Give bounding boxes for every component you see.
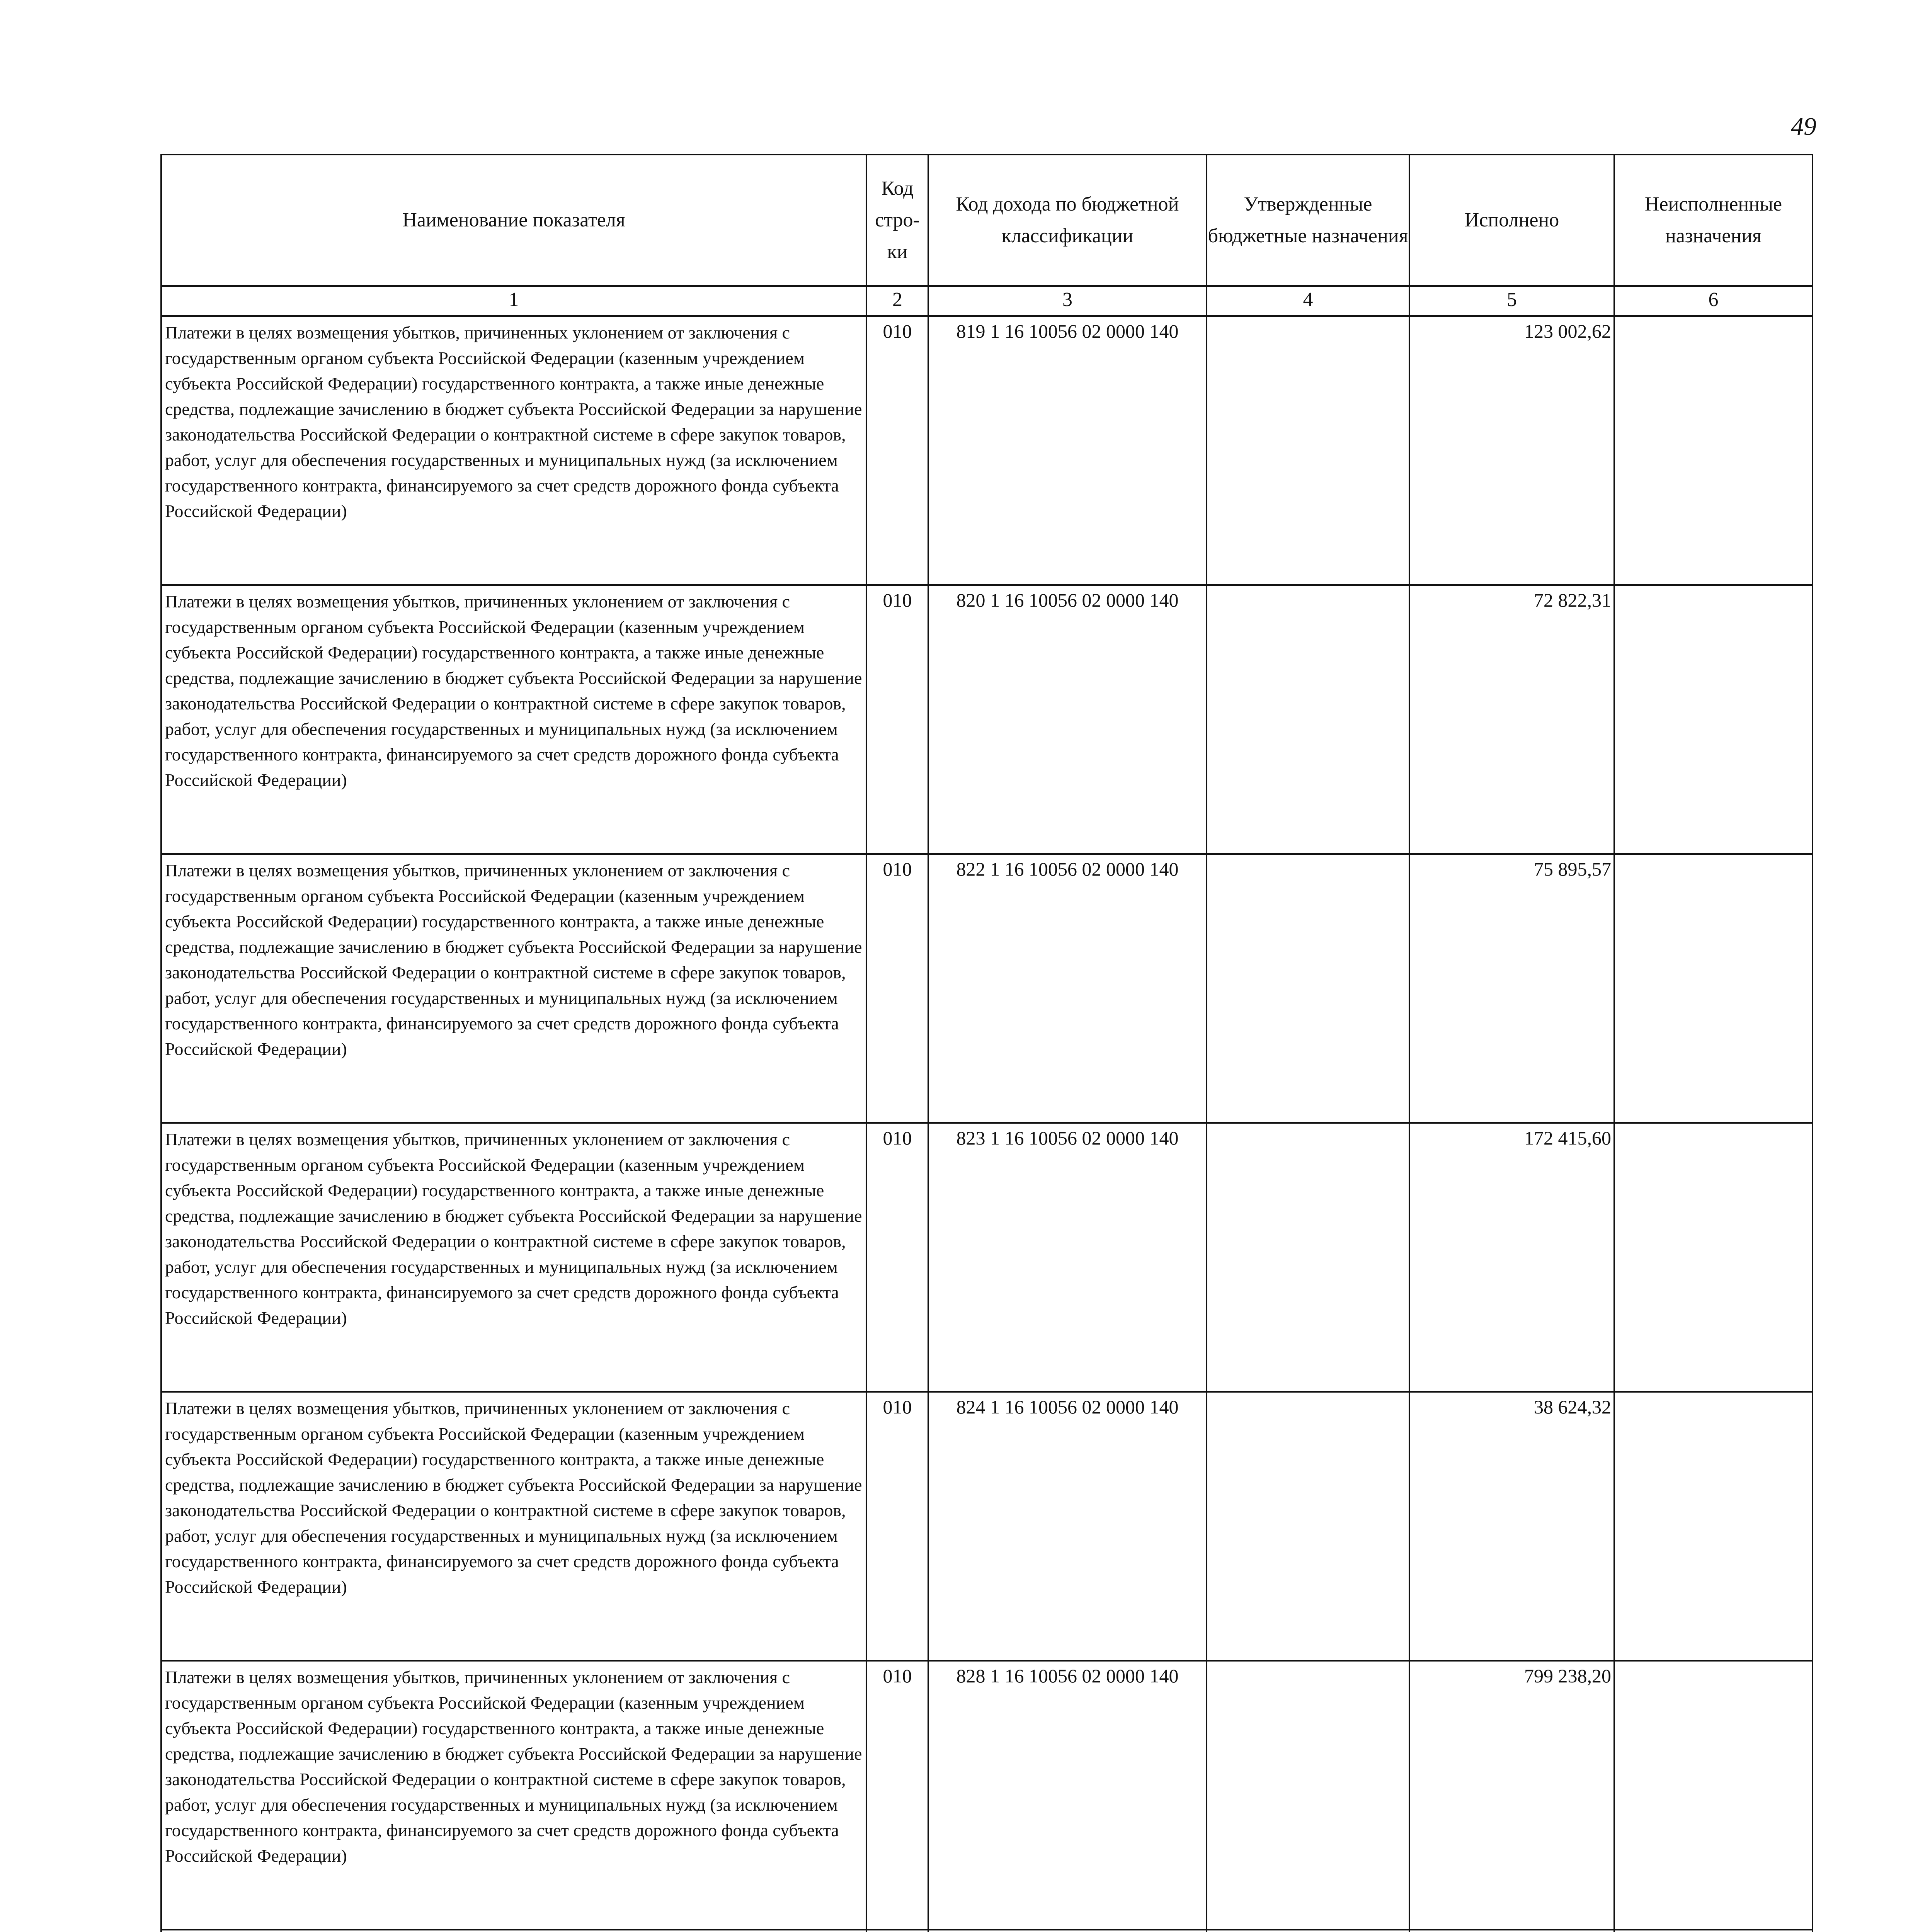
unexecuted-amount: [1614, 1123, 1813, 1392]
table-row: [161, 1123, 1813, 1392]
unexecuted-amount: [1614, 1930, 1813, 1932]
executed-amount: 72 822,31: [1409, 585, 1614, 854]
executed-amount: [1409, 1930, 1614, 1932]
unexecuted-amount: [1614, 854, 1813, 1123]
income-code: 824 1 16 10056 02 0000 140: [928, 1392, 1207, 1661]
table-row: [161, 585, 1813, 854]
income-code: 822 1 16 10056 02 0000 140: [928, 854, 1207, 1123]
table-row: [161, 1661, 1813, 1930]
approved-amount: [1207, 585, 1409, 854]
income-code: 820 1 16 10056 02 0000 140: [928, 585, 1207, 854]
approved-amount: [1207, 316, 1409, 585]
line-code: 010: [866, 585, 928, 854]
line-code: 010: [866, 316, 928, 585]
indicator-name: Платежи в целях возмещения убытков, причиненных уклонением от заключения с государственным органом субъекта Российской Федерации (казенным учреждением субъекта Российской Федерации) государственного контракта, а также иные денежные средства, подлежащие зачислению в бюджет субъекта Российской Федерации за нарушение законодательства Российской Федерации о контрактной системе в сфере закупок товаров, работ, услуг для обеспечения государственных и муниципальных нужд (за исключением государственного контракта, финансируемого за счет средств дорожного фонда субъекта Российской Федерации): [161, 1123, 866, 1392]
table-row: [161, 854, 1813, 1123]
header-income-code: Код дохода по бюджетной классификации: [928, 155, 1207, 286]
page-number: 49: [1791, 112, 1816, 141]
table-body: [161, 286, 1813, 1932]
approved-amount: [1207, 1930, 1409, 1932]
table-row: [161, 316, 1813, 585]
unexecuted-amount: [1614, 316, 1813, 585]
header-unexecuted: Неисполненные назначения: [1614, 155, 1813, 286]
income-code: 819 1 16 10056 02 0000 140: [928, 316, 1207, 585]
line-code: [866, 1930, 928, 1932]
executed-amount: 799 238,20: [1409, 1661, 1614, 1930]
unexecuted-amount: [1614, 1392, 1813, 1661]
column-number: 4: [1207, 286, 1409, 316]
indicator-name: Платежи в целях возмещения убытков, причиненных уклонением от заключения с государственным органом субъекта Российской Федерации (казенным учреждением субъекта Российской Федерации) государственного контракта, а также иные денежные средства, подлежащие зачислению в бюджет субъекта Российской Федерации за нарушение законодательства Российской Федерации о контрактной системе в сфере закупок товаров, работ, услуг для обеспечения государственных и муниципальных нужд (за исключением государственного контракта, финансируемого за счет средств дорожного фонда субъекта Российской Федерации): [161, 1392, 866, 1661]
indicator-name: Платежи в целях возмещения убытков, причиненных уклонением от заключения с государственным органом субъекта Российской Федерации (казенным учреждением субъекта Российской Федерации) государственного контракта, а также иные денежные средства, подлежащие зачислению в бюджет субъекта Российской Федерации за нарушение законодательства Российской Федерации о контрактной системе в сфере закупок товаров, работ, услуг для обеспечения государственных и муниципальных нужд (за исключением государственного контракта, финансируемого за счет средств дорожного фонда субъекта Российской Федерации): [161, 1661, 866, 1930]
column-number: 1: [161, 286, 866, 316]
table-row: [161, 1930, 1813, 1932]
column-number: 6: [1614, 286, 1813, 316]
budget-execution-table: [160, 154, 1813, 1932]
income-code: 823 1 16 10056 02 0000 140: [928, 1123, 1207, 1392]
executed-amount: 38 624,32: [1409, 1392, 1614, 1661]
executed-amount: 123 002,62: [1409, 316, 1614, 585]
unexecuted-amount: [1614, 1661, 1813, 1930]
column-number: 2: [866, 286, 928, 316]
approved-amount: [1207, 1123, 1409, 1392]
line-code: 010: [866, 854, 928, 1123]
header-line-code: Код стро-ки: [866, 155, 928, 286]
indicator-name: Платежи в целях возмещения убытков, причиненных уклонением от заключения с государственным органом субъекта Российской Федерации (казенным учреждением субъекта Российской Федерации) государственного контракта, а также иные денежные средства, подлежащие зачислению в бюджет субъекта Российской Федерации за нарушение законодательства Российской Федерации о контрактной системе в сфере закупок товаров, работ, услуг для обеспечения государственных и муниципальных нужд (за исключением государственного контракта, финансируемого за счет средств дорожного фонда субъекта Российской Федерации): [161, 316, 866, 585]
table-row: [161, 1392, 1813, 1661]
indicator-name: Платежи в целях возмещения убытков, причиненных уклонением от заключения с государственным органом субъекта Российской Федерации (казенным учреждением субъекта Российской Федерации) государственного контракта, а также иные денежные средства, подлежащие зачислению в бюджет субъекта Российской Федерации за нарушение законодательства Российской Федерации о контрактной системе в сфере закупок товаров, работ, услуг для обеспечения государственных и муниципальных нужд (за исключением государственного контракта, финансируемого за счет средств дорожного фонда субъекта Российской Федерации): [161, 585, 866, 854]
approved-amount: [1207, 854, 1409, 1123]
header-row: [161, 155, 1813, 286]
income-code: 828 1 16 10056 02 0000 140: [928, 1661, 1207, 1930]
line-code: 010: [866, 1123, 928, 1392]
header-approved: Утвержденные бюджетные назначения: [1207, 155, 1409, 286]
unexecuted-amount: [1614, 585, 1813, 854]
line-code: 010: [866, 1392, 928, 1661]
table-header: [161, 155, 1813, 286]
indicator-name: Платежи в целях возмещения убытков, причиненных уклонением от заключения с государственным органом субъекта Российской Федерации (казенным учреждением субъекта Российской Федерации) государственного контракта, а также иные денежные средства, подлежащие зачислению в бюджет субъекта Российской Федерации за нарушение законодательства Российской Федерации о контрактной системе в сфере закупок товаров, работ, услуг для обеспечения государственных и муниципальных нужд (за исключением государственного контракта, финансируемого за счет средств дорожного фонда субъекта Российской Федерации): [161, 854, 866, 1123]
column-number: 5: [1409, 286, 1614, 316]
column-numbers-row: [161, 286, 1813, 316]
executed-amount: 172 415,60: [1409, 1123, 1614, 1392]
executed-amount: 75 895,57: [1409, 854, 1614, 1123]
line-code: 010: [866, 1661, 928, 1930]
header-name: Наименование показателя: [161, 155, 866, 286]
approved-amount: [1207, 1392, 1409, 1661]
header-executed: Исполнено: [1409, 155, 1614, 286]
income-code: [928, 1930, 1207, 1932]
approved-amount: [1207, 1661, 1409, 1930]
indicator-name: [161, 1930, 866, 1932]
column-number: 3: [928, 286, 1207, 316]
